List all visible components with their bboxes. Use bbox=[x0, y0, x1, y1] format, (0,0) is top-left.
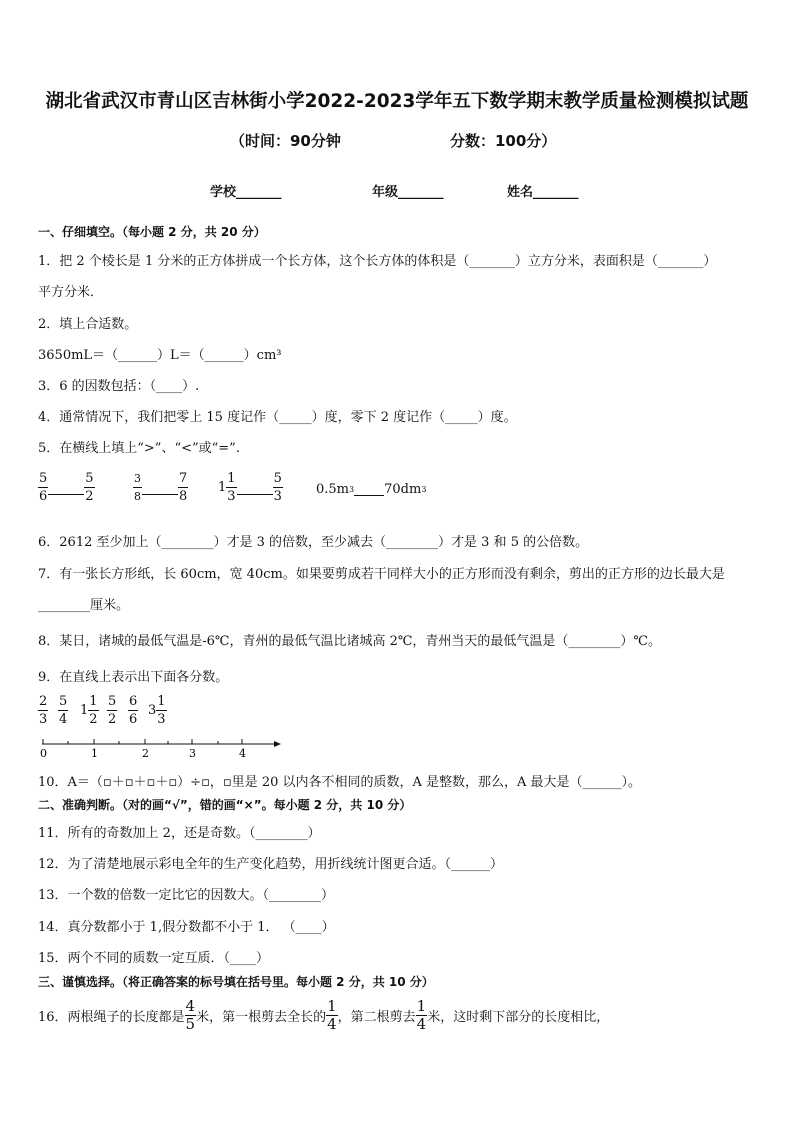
page-title: 湖北省武汉市青山区吉林街小学2022-2023学年五下数学期末教学质量检测模拟试题 bbox=[45, 91, 749, 112]
compare-a bbox=[38, 470, 95, 505]
exponent: 3 bbox=[349, 485, 355, 494]
question-12: 12．为了清楚地展示彩电全年的生产变化趋势，用折线统计图更合适。（______） bbox=[38, 857, 504, 872]
question-4: 4．通常情况下，我们把零上 15 度记作（_____）度，零下 2 度记作（_____）度。 bbox=[38, 410, 517, 425]
fraction: $\frac{2}{3}$ bbox=[39, 694, 48, 727]
section-3-heading: 三、谨慎选择。（将正确答案的标号填在括号里。每小题 2 分，共 10 分） bbox=[38, 975, 434, 989]
fraction: $\frac{5}{3}$ bbox=[273, 471, 282, 504]
tick-label: 3 bbox=[189, 747, 196, 760]
fraction: $\frac{7}{8}$ bbox=[179, 471, 188, 504]
q16-text-d: 米，这时剩下部分的长度相比， bbox=[427, 1010, 610, 1025]
question-9: 9．在直线上表示出下面各分数。 bbox=[38, 670, 229, 685]
mixed-fraction: 3 $\frac{1}{3}$ bbox=[148, 694, 166, 727]
question-7-line1: 7．有一张长方形纸，长 60cm，宽 40cm。如果要剪成若干同样大小的正方形而没有剩余，剪出的正方形的边长最大是 bbox=[38, 567, 725, 582]
question-2-line1: 2．填上合适数。 bbox=[38, 317, 138, 332]
fraction: $\frac{3}{8}$ bbox=[134, 472, 141, 503]
section-2-heading: 二、准确判断。（对的画“√”，错的画“×”。每小题 2 分，共 10 分） bbox=[38, 798, 412, 812]
question-6: 6．2612 至少加上（________）才是 3 的倍数，至少减去（________）才是 3 和 5 的公倍数。 bbox=[38, 535, 589, 550]
name-field: 姓名_______ bbox=[507, 185, 579, 200]
section-1-heading: 一、仔细填空。（每小题 2 分，共 20 分） bbox=[38, 225, 266, 239]
compare-c bbox=[218, 470, 283, 505]
q16-text-c: ，第二根剪去 bbox=[337, 1010, 416, 1025]
answer-blank[interactable] bbox=[142, 494, 178, 495]
answer-blank[interactable] bbox=[354, 495, 384, 496]
question-7-line2: ________厘米。 bbox=[38, 598, 130, 613]
fraction: $\frac{6}{6}$ bbox=[129, 694, 138, 727]
q16-text-a: 16．两根绳子的长度都是 bbox=[38, 1010, 185, 1025]
number-line bbox=[38, 735, 288, 761]
question-1-line2: 平方分米． bbox=[38, 285, 104, 300]
tick-label: 0 bbox=[40, 747, 47, 760]
question-5: 5．在横线上填上“>”、“<”或“=”. bbox=[38, 441, 240, 456]
fraction: $\frac{5}{2}$ bbox=[108, 694, 117, 727]
exam-score: 分数：100分） bbox=[450, 132, 557, 150]
tick-label: 1 bbox=[91, 747, 98, 760]
grade-field: 年级_______ bbox=[372, 185, 444, 200]
tick-label: 2 bbox=[142, 747, 149, 760]
fraction: $\frac{1}{4}$ bbox=[327, 997, 337, 1033]
fraction: $\frac{1}{3}$ bbox=[227, 471, 236, 504]
compare-b bbox=[133, 470, 188, 505]
question-15: 15．两个不同的质数一定互质．（____） bbox=[38, 951, 270, 966]
tick-label: 4 bbox=[239, 747, 246, 760]
fraction: $\frac{5}{4}$ bbox=[59, 694, 68, 727]
school-field: 学校_______ bbox=[210, 185, 282, 200]
question-3: 3．6 的因数包括：（____）. bbox=[38, 379, 200, 394]
question-2-line2: 3650mL＝（______）L＝（______）cm³ bbox=[38, 348, 282, 363]
answer-blank[interactable] bbox=[237, 494, 273, 495]
q16-text-b: 米，第一根剪去全长的 bbox=[196, 1010, 327, 1025]
question-8: 8．某日，诸城的最低气温是-6℃，青州的最低气温比诸城高 2℃，青州当天的最低气温是（________）℃。 bbox=[38, 634, 661, 649]
question-13: 13．一个数的倍数一定比它的因数大。（________） bbox=[38, 888, 335, 903]
question-16 bbox=[38, 998, 609, 1033]
answer-blank[interactable] bbox=[48, 494, 84, 495]
mixed-fraction: 1 $\frac{1}{2}$ bbox=[80, 694, 98, 727]
fraction: $\frac{5}{6}$ bbox=[39, 471, 48, 504]
exam-time: （时间：90分钟 bbox=[230, 132, 341, 150]
whole-number: 1 bbox=[218, 480, 227, 495]
compare-d bbox=[316, 482, 426, 497]
volume-left: 0.5m bbox=[316, 482, 350, 497]
volume-right: 70dm bbox=[384, 482, 422, 497]
fraction: $\frac{4}{5}$ bbox=[185, 997, 196, 1033]
question-11: 11．所有的奇数加上 2，还是奇数。（________） bbox=[38, 826, 321, 841]
fraction: $\frac{1}{4}$ bbox=[416, 997, 427, 1033]
question-14: 14．真分数都小于 1,假分数都不小于 1． （____） bbox=[38, 920, 335, 935]
question-1-line1: 1．把 2 个棱长是 1 分米的正方体拼成一个长方体，这个长方体的体积是（_______）立方分米，表面积是（_______） bbox=[38, 254, 717, 269]
fraction: $\frac{5}{2}$ bbox=[85, 471, 94, 504]
exponent: 3 bbox=[421, 485, 427, 494]
question-10: 10．A＝（▫＋▫＋▫＋▫）÷▫，▫里是 20 以内各不相同的质数，A 是整数，那么，A 最大是（______）。 bbox=[38, 775, 642, 790]
